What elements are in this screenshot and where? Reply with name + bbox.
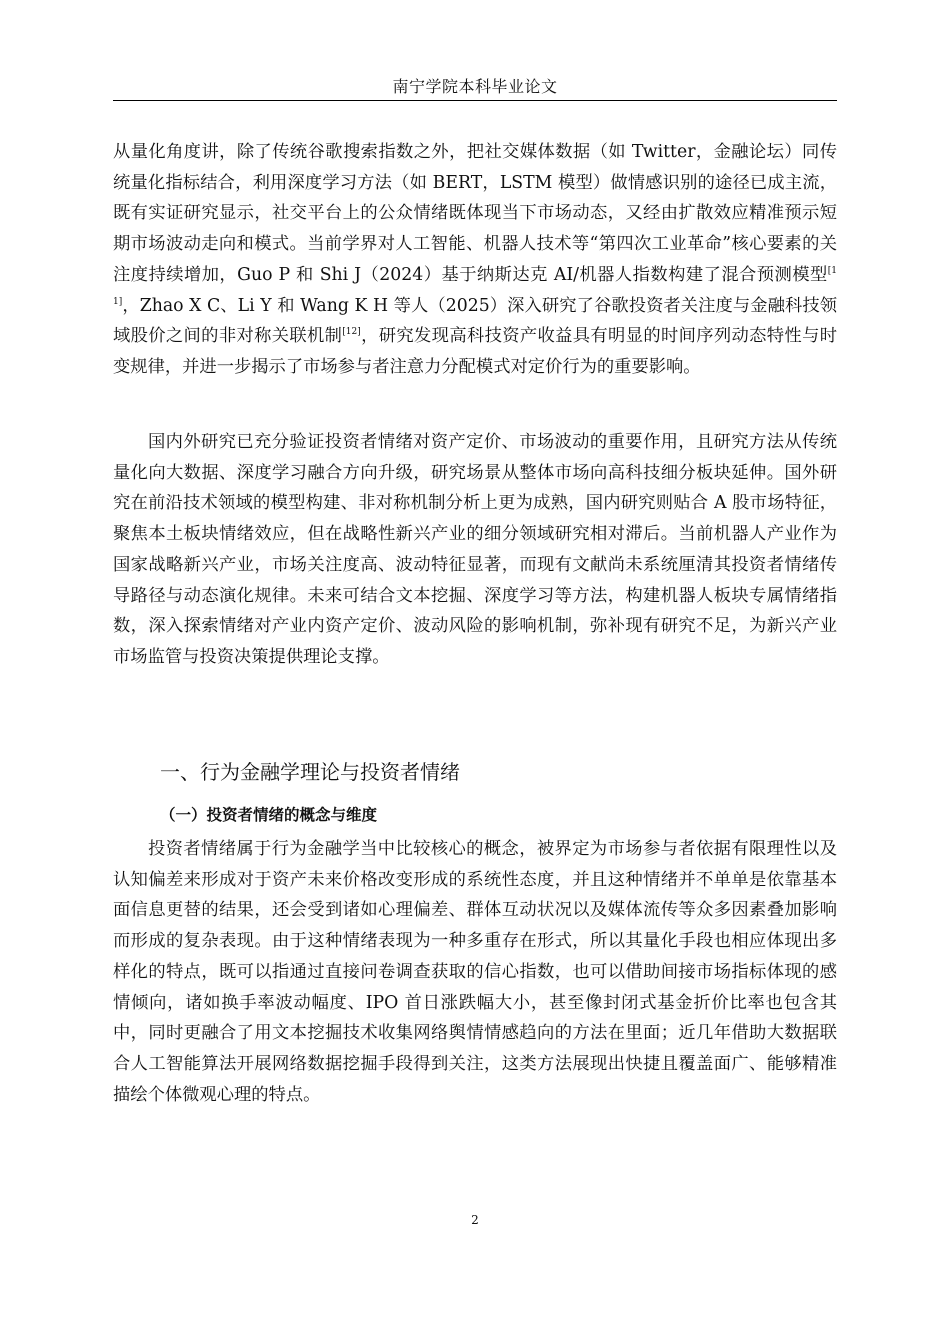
- paragraph-text: ，Zhao X C、Li Y 和 Wang K H 等人（2025）深入研究了谷歌投资者关注度与金融科技领域股价之间的非对称关联机制: [113, 295, 837, 347]
- page-number: 2: [471, 1213, 479, 1227]
- paragraph-social-media-sentiment: [113, 137, 837, 383]
- header-rule: [113, 100, 837, 101]
- paragraph-research-summary: 国内外研究已充分验证投资者情绪对资产定价、市场波动的重要作用，且研究方法从传统量化向大数据、深度学习融合方向升级，研究场景从整体市场向高科技细分板块延伸。国外研究在前沿技术领域的模型构建、非对称机制分析上更为成熟，国内研究则贴合 A 股市场特征，聚焦本土板块情绪效应，但在战略性新兴产业的细分领域研究相对滞后。当前机器人产业作为国家战略新兴产业，市场关注度高、波动特征显著，而现有文献尚未系统厘清其投资者情绪传导路径与动态演化规律。未来可结合文本挖掘、深度学习等方法，构建机器人板块专属情绪指数，深入探索情绪对产业内资产定价、波动风险的影响机制，弥补现有研究不足，为新兴产业市场监管与投资决策提供理论支撑。: [113, 432, 837, 667]
- paragraph-text: ，研究发现高科技资产收益具有明显的时间序列动态特性与时变规律，并进一步揭示了市场参与者注意力分配模式对定价行为的重要影响。: [113, 326, 837, 377]
- citation-12: [12]: [342, 327, 361, 338]
- citation-11: [11]: [113, 265, 837, 307]
- page-header: 南宁学院本科毕业论文: [392, 77, 558, 96]
- paragraph-sentiment-concept: 投资者情绪属于行为金融学当中比较核心的概念，被界定为市场参与者依据有限理性以及认知偏差来形成对于资产未来价格改变形成的系统性态度，并且这种情绪并不单单是依靠基本面信息更替的结果，还会受到诸如心理偏差、群体互动状况以及媒体流传等众多因素叠加影响而形成的复杂表现。由于这种情绪表现为一种多重存在形式，所以其量化手段也相应体现出多样化的特点，既可以指通过直接问卷调查获取的信心指数，也可以借助间接市场指标体现的感情倾向，诸如换手率波动幅度、IPO 首日涨跌幅大小，甚至像封闭式基金折价比率也包含其中，同时更融合了用文本挖掘技术收集网络舆情情感趋向的方法在里面；近几年借助大数据联合人工智能算法开展网络数据挖掘手段得到关注，这类方法展现出快捷且覆盖面广、能够精准描绘个体微观心理的特点。: [113, 839, 837, 1105]
- subsection-title: （一）投资者情绪的概念与维度: [160, 806, 378, 824]
- paragraph-text: 从量化角度讲，除了传统谷歌搜索指数之外，把社交媒体数据（如 Twitter，金融论坛）同传统量化指标结合，利用深度学习方法（如 BERT，LSTM 模型）做情感识别的途径已成主流，既有实证研究显示，社交平台上的公众情绪既体现当下市场动态，又经由扩散效应精准预示短期市场波动走向和模式。当前学界对人工智能、机器人技术等“第四次工业革命”核心要素的关注度持续增加，Guo P 和 Shi J（2024）基于纳斯达克 AI/机器人指数构建了混合预测模型: [113, 142, 837, 285]
- section-title: 一、行为金融学理论与投资者情绪: [160, 760, 460, 784]
